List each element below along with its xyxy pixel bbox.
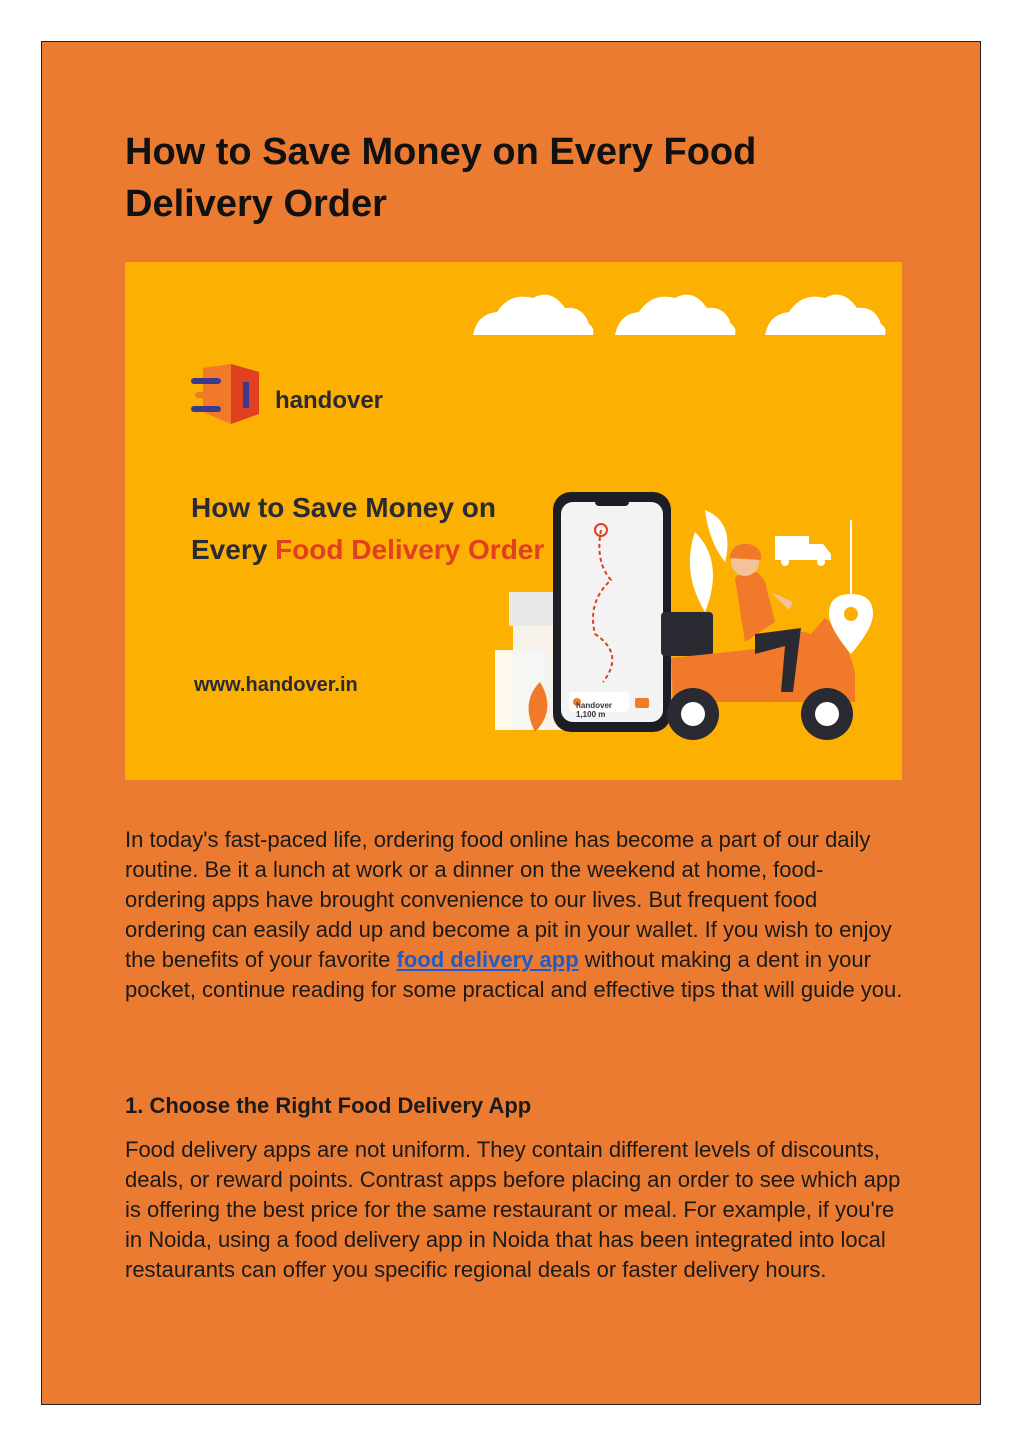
banner-headline-highlight: Food Delivery Order <box>275 534 545 565</box>
document-page <box>41 41 981 1405</box>
hero-banner <box>125 262 902 780</box>
phone-distance-value: 1,100 m <box>576 710 606 719</box>
intro-text-end: without making a dent in your pocket, continue reading for some practical and effective tips that will guide you. <box>125 947 903 1002</box>
section-paragraph: Food delivery apps are not uniform. They contain different levels of discounts, deals, or reward points. Contrast apps before placing an order to see which app is offering the best price for the same restaurant or meal. For example, if you're in Noida, using a food delivery app in Noida that has been integrated into local restaurants can offer you specific regional deals or faster delivery hours. <box>125 1137 901 1282</box>
page-title: How to Save Money on Every Food Delivery Order <box>125 131 757 225</box>
section-heading: 1. Choose the Right Food Delivery App <box>125 1093 532 1118</box>
phone-distance-readout <box>576 701 612 719</box>
cloud-icon <box>473 295 886 335</box>
banner-headline <box>191 487 551 571</box>
banner-headline-line1: How to Save Money on <box>191 492 496 523</box>
phone-map-icon <box>553 492 671 732</box>
intro-paragraph <box>125 825 903 1005</box>
delivery-truck-icon <box>775 536 831 566</box>
intro-text-start: In today's fast-paced life, ordering food online has become a part of our daily routine. Be it a lunch at work or a dinner on the weekend at home, food-ordering apps have brought convenience to our lives. But frequent food ordering can easily add up and become a pit in your wallet. If you wish to enjoy the benefits of your favorite <box>125 827 892 972</box>
phone-distance-label: handover <box>576 701 613 710</box>
handover-logo-icon <box>191 364 259 424</box>
banner-headline-line2: Every <box>191 534 268 565</box>
food-delivery-app-link[interactable]: food delivery app <box>396 947 579 972</box>
brand-name: handover <box>275 387 384 414</box>
banner-website: www.handover.in <box>194 674 358 696</box>
delivery-scooter-icon <box>661 544 855 740</box>
